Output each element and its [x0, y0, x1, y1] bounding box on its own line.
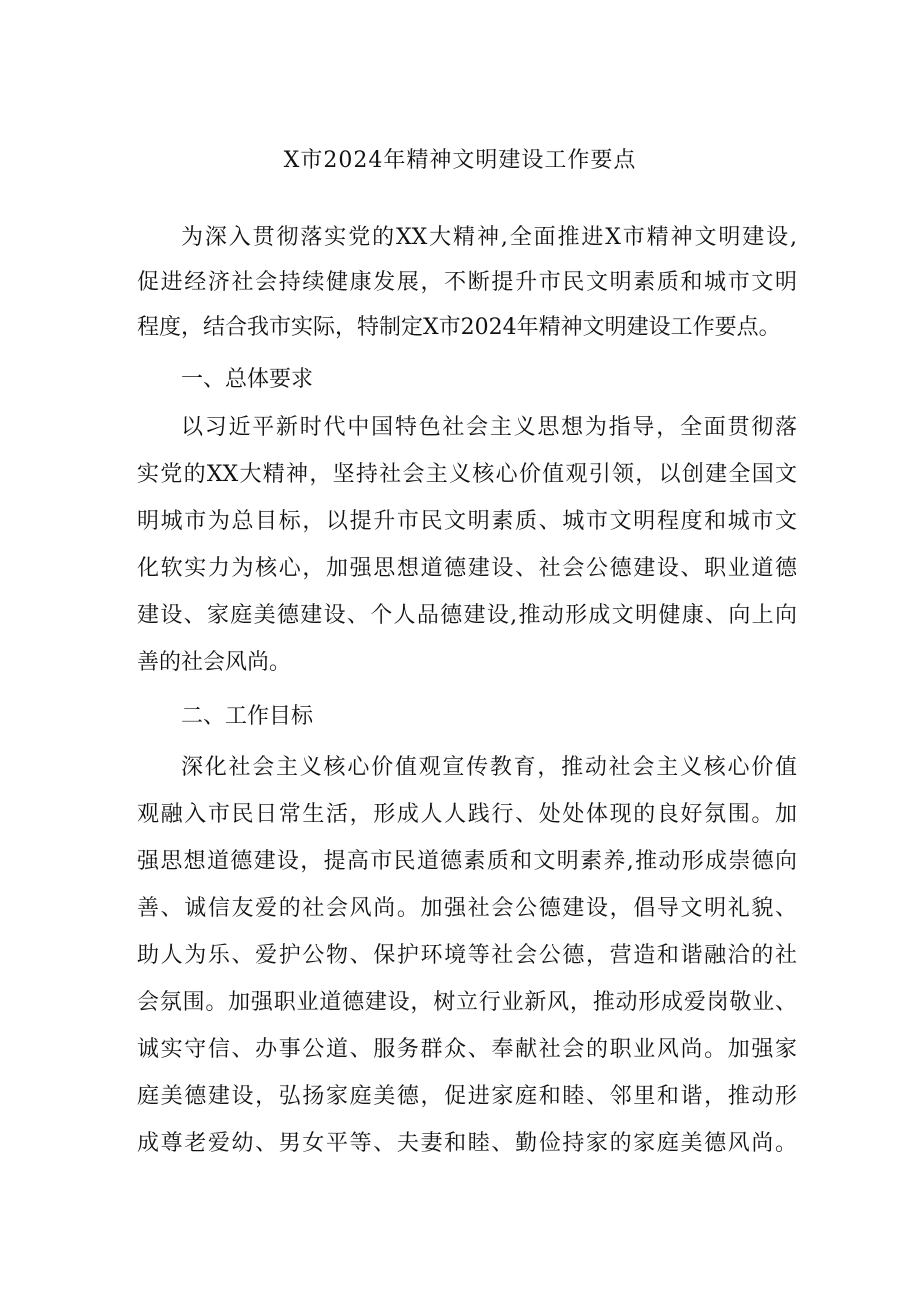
paragraph-line: 观融入市民日常生活，形成人人践行、处处体现的良好氛围。加	[137, 802, 797, 827]
section-heading: 一、总体要求	[181, 367, 314, 392]
document-title: X市2024年精神文明建设工作要点	[283, 148, 637, 173]
paragraph-line: 深化社会主义核心价值观宣传教育，推动社会主义核心价值	[181, 755, 797, 780]
paragraph-line: 建设、家庭美德建设、个人品德建设,推动形成文明健康、向上向	[137, 603, 797, 628]
paragraph-line: 善的社会风尚。	[137, 650, 292, 675]
paragraph-line: 明城市为总目标，以提升市民文明素质、城市文明程度和城市文	[137, 509, 797, 534]
paragraph-line: 化软实力为核心，加强思想道德建设、社会公德建设、职业道德	[137, 556, 797, 581]
paragraph-line: 为深入贯彻落实党的XX大精神,全面推进X市精神文明建设,	[181, 225, 797, 250]
paragraph-line: 善、诚信友爱的社会风尚。加强社会公德建设，倡导文明礼貌、	[137, 896, 797, 921]
paragraph-line: 程度，结合我市实际，特制定X市2024年精神文明建设工作要点。	[137, 315, 781, 340]
paragraph-line: 强思想道德建设，提高市民道德素质和文明素养,推动形成崇德向	[137, 849, 797, 874]
section-heading: 二、工作目标	[181, 704, 314, 729]
paragraph-line: 庭美德建设，弘扬家庭美德，促进家庭和睦、邻里和谐，推动形	[137, 1084, 797, 1109]
paragraph-line: 以习近平新时代中国特色社会主义思想为指导，全面贯彻落	[181, 415, 797, 440]
paragraph-line: 会氛围。加强职业道德建设，树立行业新风，推动形成爱岗敬业、	[137, 990, 797, 1015]
paragraph-line: 诚实守信、办事公道、服务群众、奉献社会的职业风尚。加强家	[137, 1037, 797, 1062]
paragraph-line: 促进经济社会持续健康发展，不断提升市民文明素质和城市文明	[137, 270, 797, 295]
paragraph-line: 成尊老爱幼、男女平等、夫妻和睦、勤俭持家的家庭美德风尚。	[137, 1131, 797, 1156]
paragraph-line: 实党的XX大精神，坚持社会主义核心价值观引领，以创建全国文	[137, 462, 797, 487]
paragraph-line: 助人为乐、爱护公物、保护环境等社会公德，营造和谐融洽的社	[137, 943, 797, 968]
